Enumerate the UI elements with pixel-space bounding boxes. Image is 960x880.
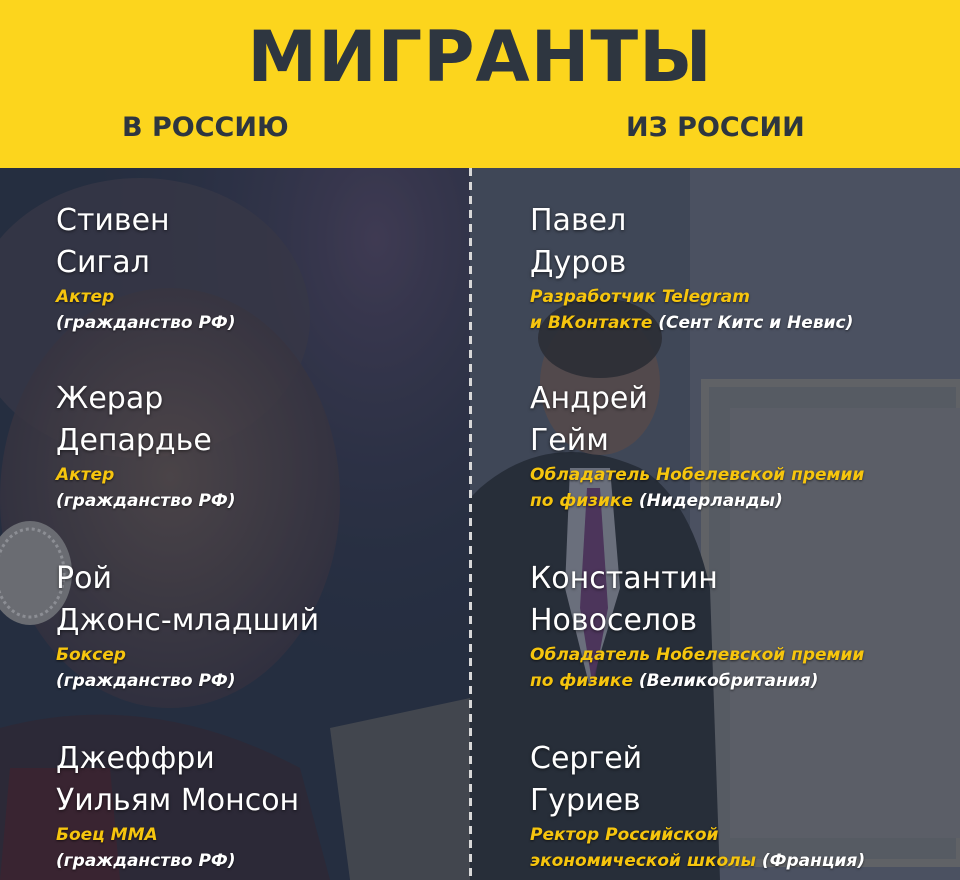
person-note: (гражданство РФ) <box>56 491 236 511</box>
left-subtitle: В РОССИЮ <box>122 112 289 143</box>
right-entry-1 <box>530 200 853 336</box>
person-role-line2: и ВКонтакте (Сент Китс и Невис) <box>530 313 854 333</box>
person-name-line1: Андрей <box>530 381 648 416</box>
person-name-line1: Павел <box>530 203 627 238</box>
person-name-line1: Константин <box>530 561 718 596</box>
person-name-line2: Дуров <box>530 245 627 280</box>
person-name-line1: Рой <box>56 561 112 596</box>
person-note: (гражданство РФ) <box>56 851 236 871</box>
person-role-line1: Обладатель Нобелевской премии <box>530 645 865 665</box>
person-note: (Сент Китс и Невис) <box>658 313 854 333</box>
right-subtitle: ИЗ РОССИИ <box>626 112 805 143</box>
right-entry-2 <box>530 378 864 514</box>
person-name-line2: Сигал <box>56 245 150 280</box>
person-role: Актер <box>56 287 115 307</box>
person-name-line1: Сергей <box>530 741 643 776</box>
person-role-line2: по физике (Нидерланды) <box>530 491 783 511</box>
person-name-line2: Новоселов <box>530 603 698 638</box>
person-name-line2: Джонс-младший <box>56 603 320 638</box>
page-title: МИГРАНТЫ <box>247 16 713 98</box>
person-role: Боксер <box>56 645 126 665</box>
person-name-line2: Гуриев <box>530 783 641 818</box>
person-name-line2: Депардье <box>56 423 212 458</box>
person-role-line1: Обладатель Нобелевской премии <box>530 465 865 485</box>
person-role: Актер <box>56 465 115 485</box>
person-note: (Франция) <box>761 851 866 871</box>
left-entry-4 <box>56 738 299 874</box>
person-role: Боец ММА <box>56 825 158 845</box>
person-name-line1: Стивен <box>56 203 170 238</box>
left-entry-3 <box>56 558 319 694</box>
person-name-line2: Уильям Монсон <box>56 783 300 818</box>
person-role-line2: по физике (Великобритания) <box>530 671 819 691</box>
person-role-line1: Разработчик Telegram <box>530 287 750 307</box>
person-name-line1: Жерар <box>56 381 164 416</box>
person-note: (Нидерланды) <box>638 491 783 511</box>
person-note: (гражданство РФ) <box>56 313 236 333</box>
right-entry-3 <box>530 558 864 694</box>
person-name-line1: Джеффри <box>56 741 215 776</box>
header-banner <box>0 0 960 168</box>
person-note: (Великобритания) <box>638 671 819 691</box>
person-note: (гражданство РФ) <box>56 671 236 691</box>
left-entry-1 <box>56 200 236 336</box>
person-role-line2: экономической школы (Франция) <box>530 851 866 871</box>
right-entry-4 <box>530 738 865 874</box>
dashed-divider <box>469 168 472 880</box>
left-entry-2 <box>56 378 236 514</box>
person-name-line2: Гейм <box>530 423 609 458</box>
person-role-line1: Ректор Российской <box>530 825 719 845</box>
